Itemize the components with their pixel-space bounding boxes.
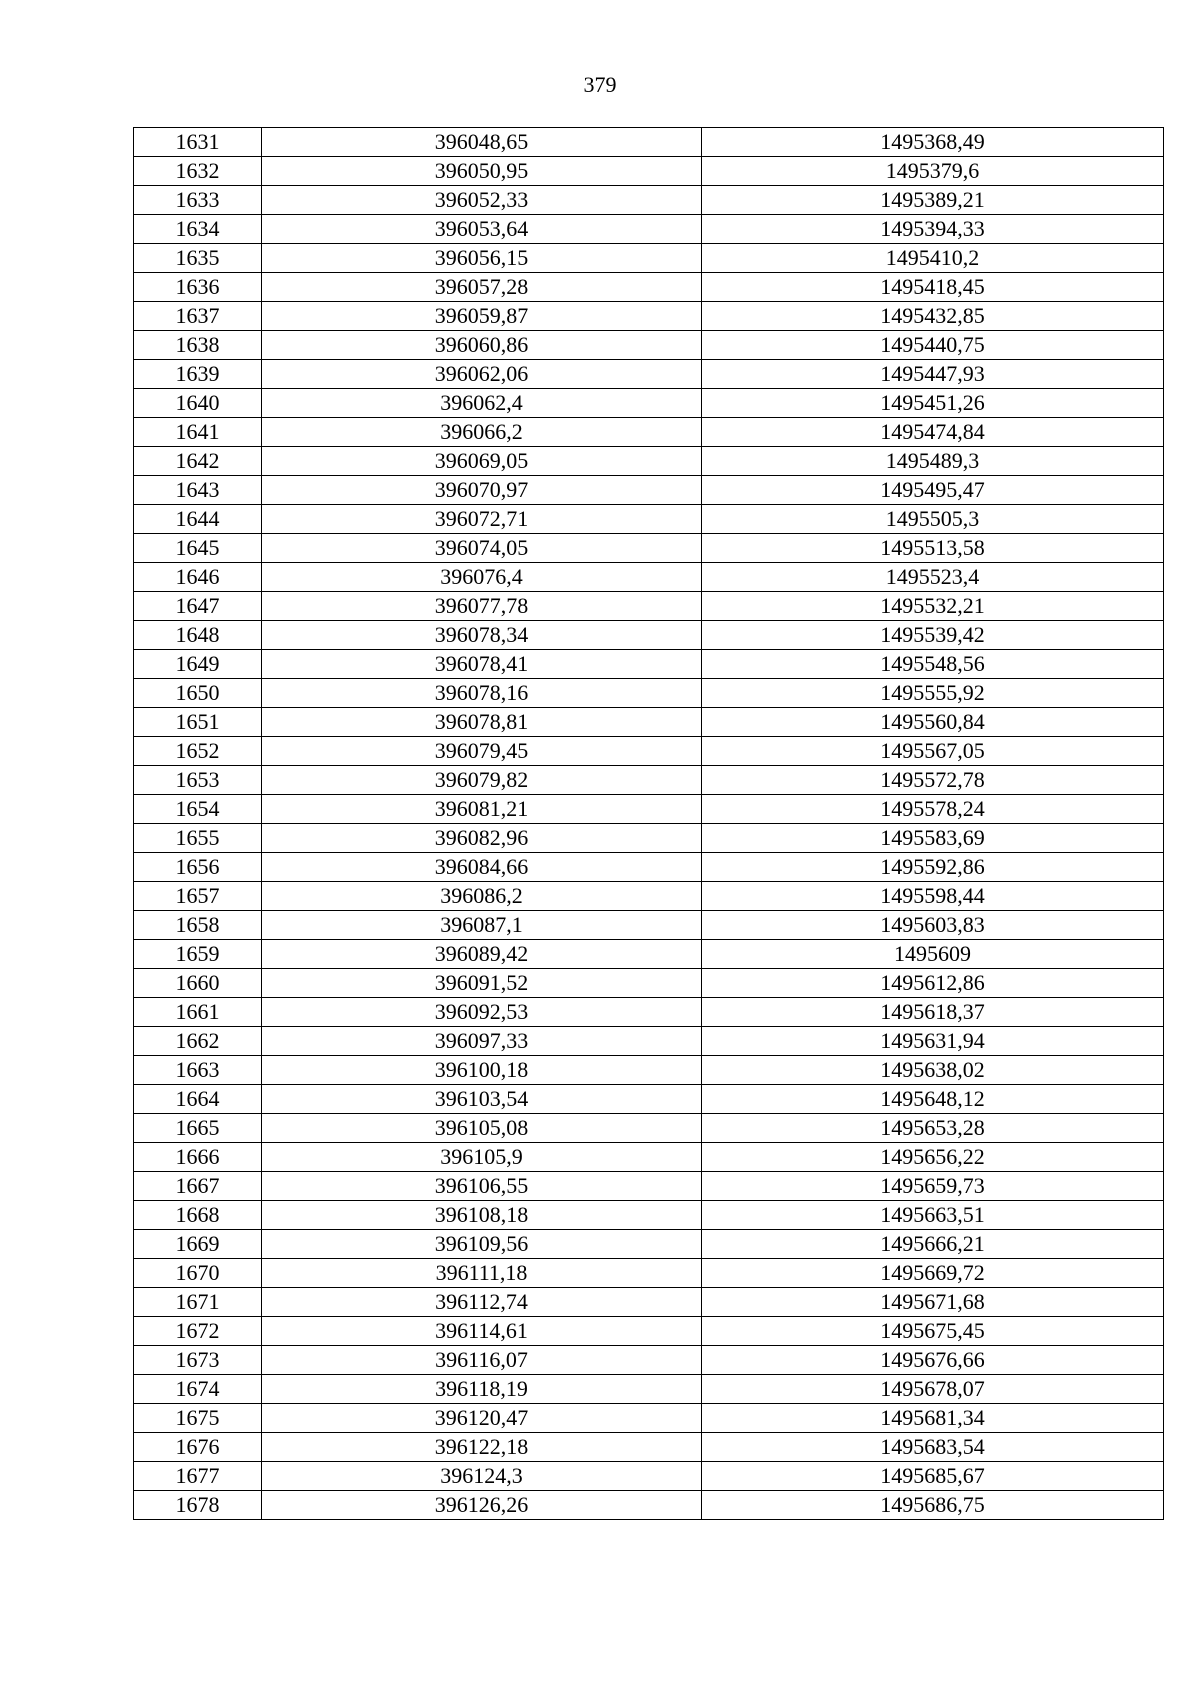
table-row (134, 679, 1164, 708)
y-coordinate-cell: 1495663,51 (702, 1201, 1164, 1230)
point-number-cell: 1645 (134, 534, 262, 563)
table-row (134, 1114, 1164, 1143)
table-row (134, 128, 1164, 157)
x-coordinate-cell: 396111,18 (262, 1259, 702, 1288)
y-coordinate-cell: 1495648,12 (702, 1085, 1164, 1114)
y-coordinate-cell: 1495686,75 (702, 1491, 1164, 1520)
point-number-cell: 1631 (134, 128, 262, 157)
point-number-cell: 1657 (134, 882, 262, 911)
point-number-cell: 1654 (134, 795, 262, 824)
table-row (134, 505, 1164, 534)
point-number-cell: 1650 (134, 679, 262, 708)
point-number-cell: 1670 (134, 1259, 262, 1288)
y-coordinate-cell: 1495410,2 (702, 244, 1164, 273)
x-coordinate-cell: 396118,19 (262, 1375, 702, 1404)
point-number-cell: 1638 (134, 331, 262, 360)
table-row (134, 389, 1164, 418)
x-coordinate-cell: 396078,34 (262, 621, 702, 650)
y-coordinate-cell: 1495669,72 (702, 1259, 1164, 1288)
x-coordinate-cell: 396108,18 (262, 1201, 702, 1230)
page-number: 379 (583, 72, 617, 97)
table-row (134, 476, 1164, 505)
x-coordinate-cell: 396114,61 (262, 1317, 702, 1346)
point-number-cell: 1669 (134, 1230, 262, 1259)
y-coordinate-cell: 1495653,28 (702, 1114, 1164, 1143)
table-row (134, 621, 1164, 650)
x-coordinate-cell: 396097,33 (262, 1027, 702, 1056)
point-number-cell: 1668 (134, 1201, 262, 1230)
y-coordinate-cell: 1495656,22 (702, 1143, 1164, 1172)
table-row (134, 157, 1164, 186)
point-number-cell: 1664 (134, 1085, 262, 1114)
coordinates-table (133, 127, 1164, 1520)
y-coordinate-cell: 1495659,73 (702, 1172, 1164, 1201)
point-number-cell: 1678 (134, 1491, 262, 1520)
point-number-cell: 1640 (134, 389, 262, 418)
x-coordinate-cell: 396057,28 (262, 273, 702, 302)
y-coordinate-cell: 1495612,86 (702, 969, 1164, 998)
y-coordinate-cell: 1495548,56 (702, 650, 1164, 679)
table-row (134, 1433, 1164, 1462)
point-number-cell: 1659 (134, 940, 262, 969)
x-coordinate-cell: 396116,07 (262, 1346, 702, 1375)
x-coordinate-cell: 396084,66 (262, 853, 702, 882)
x-coordinate-cell: 396086,2 (262, 882, 702, 911)
y-coordinate-cell: 1495394,33 (702, 215, 1164, 244)
point-number-cell: 1649 (134, 650, 262, 679)
y-coordinate-cell: 1495447,93 (702, 360, 1164, 389)
point-number-cell: 1644 (134, 505, 262, 534)
x-coordinate-cell: 396056,15 (262, 244, 702, 273)
y-coordinate-cell: 1495539,42 (702, 621, 1164, 650)
y-coordinate-cell: 1495675,45 (702, 1317, 1164, 1346)
point-number-cell: 1663 (134, 1056, 262, 1085)
y-coordinate-cell: 1495683,54 (702, 1433, 1164, 1462)
y-coordinate-cell: 1495609 (702, 940, 1164, 969)
y-coordinate-cell: 1495618,37 (702, 998, 1164, 1027)
y-coordinate-cell: 1495474,84 (702, 418, 1164, 447)
x-coordinate-cell: 396052,33 (262, 186, 702, 215)
y-coordinate-cell: 1495631,94 (702, 1027, 1164, 1056)
table-row (134, 853, 1164, 882)
point-number-cell: 1655 (134, 824, 262, 853)
point-number-cell: 1633 (134, 186, 262, 215)
table-row (134, 1288, 1164, 1317)
x-coordinate-cell: 396106,55 (262, 1172, 702, 1201)
y-coordinate-cell: 1495379,6 (702, 157, 1164, 186)
x-coordinate-cell: 396126,26 (262, 1491, 702, 1520)
table-row (134, 1491, 1164, 1520)
x-coordinate-cell: 396053,64 (262, 215, 702, 244)
table-row (134, 795, 1164, 824)
point-number-cell: 1637 (134, 302, 262, 331)
y-coordinate-cell: 1495489,3 (702, 447, 1164, 476)
y-coordinate-cell: 1495603,83 (702, 911, 1164, 940)
table-row (134, 1201, 1164, 1230)
y-coordinate-cell: 1495592,86 (702, 853, 1164, 882)
table-row (134, 1375, 1164, 1404)
y-coordinate-cell: 1495572,78 (702, 766, 1164, 795)
y-coordinate-cell: 1495440,75 (702, 331, 1164, 360)
point-number-cell: 1648 (134, 621, 262, 650)
point-number-cell: 1671 (134, 1288, 262, 1317)
point-number-cell: 1646 (134, 563, 262, 592)
table-row (134, 1230, 1164, 1259)
y-coordinate-cell: 1495495,47 (702, 476, 1164, 505)
table-row (134, 331, 1164, 360)
x-coordinate-cell: 396112,74 (262, 1288, 702, 1317)
table-body (134, 128, 1164, 1520)
point-number-cell: 1636 (134, 273, 262, 302)
y-coordinate-cell: 1495676,66 (702, 1346, 1164, 1375)
x-coordinate-cell: 396070,97 (262, 476, 702, 505)
point-number-cell: 1656 (134, 853, 262, 882)
x-coordinate-cell: 396078,81 (262, 708, 702, 737)
x-coordinate-cell: 396059,87 (262, 302, 702, 331)
x-coordinate-cell: 396091,52 (262, 969, 702, 998)
point-number-cell: 1652 (134, 737, 262, 766)
x-coordinate-cell: 396048,65 (262, 128, 702, 157)
point-number-cell: 1635 (134, 244, 262, 273)
y-coordinate-cell: 1495685,67 (702, 1462, 1164, 1491)
y-coordinate-cell: 1495555,92 (702, 679, 1164, 708)
table-row (134, 1317, 1164, 1346)
y-coordinate-cell: 1495432,85 (702, 302, 1164, 331)
y-coordinate-cell: 1495523,4 (702, 563, 1164, 592)
table-row (134, 302, 1164, 331)
point-number-cell: 1662 (134, 1027, 262, 1056)
table-row (134, 273, 1164, 302)
x-coordinate-cell: 396087,1 (262, 911, 702, 940)
y-coordinate-cell: 1495666,21 (702, 1230, 1164, 1259)
y-coordinate-cell: 1495513,58 (702, 534, 1164, 563)
x-coordinate-cell: 396062,4 (262, 389, 702, 418)
table-row (134, 360, 1164, 389)
table-row (134, 1259, 1164, 1288)
y-coordinate-cell: 1495418,45 (702, 273, 1164, 302)
point-number-cell: 1653 (134, 766, 262, 795)
point-number-cell: 1660 (134, 969, 262, 998)
point-number-cell: 1639 (134, 360, 262, 389)
x-coordinate-cell: 396081,21 (262, 795, 702, 824)
point-number-cell: 1641 (134, 418, 262, 447)
point-number-cell: 1658 (134, 911, 262, 940)
table-row (134, 244, 1164, 273)
x-coordinate-cell: 396078,16 (262, 679, 702, 708)
table-row (134, 737, 1164, 766)
table-row (134, 1085, 1164, 1114)
point-number-cell: 1677 (134, 1462, 262, 1491)
y-coordinate-cell: 1495451,26 (702, 389, 1164, 418)
x-coordinate-cell: 396109,56 (262, 1230, 702, 1259)
table-row (134, 418, 1164, 447)
point-number-cell: 1661 (134, 998, 262, 1027)
x-coordinate-cell: 396077,78 (262, 592, 702, 621)
table-row (134, 1172, 1164, 1201)
y-coordinate-cell: 1495681,34 (702, 1404, 1164, 1433)
table-row (134, 766, 1164, 795)
x-coordinate-cell: 396072,71 (262, 505, 702, 534)
x-coordinate-cell: 396103,54 (262, 1085, 702, 1114)
point-number-cell: 1676 (134, 1433, 262, 1462)
y-coordinate-cell: 1495560,84 (702, 708, 1164, 737)
x-coordinate-cell: 396105,08 (262, 1114, 702, 1143)
table-row (134, 1143, 1164, 1172)
table-row (134, 1056, 1164, 1085)
table-row (134, 1404, 1164, 1433)
point-number-cell: 1675 (134, 1404, 262, 1433)
x-coordinate-cell: 396079,45 (262, 737, 702, 766)
x-coordinate-cell: 396062,06 (262, 360, 702, 389)
point-number-cell: 1642 (134, 447, 262, 476)
point-number-cell: 1666 (134, 1143, 262, 1172)
x-coordinate-cell: 396120,47 (262, 1404, 702, 1433)
y-coordinate-cell: 1495583,69 (702, 824, 1164, 853)
table-row (134, 534, 1164, 563)
x-coordinate-cell: 396124,3 (262, 1462, 702, 1491)
point-number-cell: 1674 (134, 1375, 262, 1404)
point-number-cell: 1647 (134, 592, 262, 621)
table-row (134, 824, 1164, 853)
y-coordinate-cell: 1495578,24 (702, 795, 1164, 824)
point-number-cell: 1665 (134, 1114, 262, 1143)
y-coordinate-cell: 1495598,44 (702, 882, 1164, 911)
table-row (134, 563, 1164, 592)
table-row (134, 998, 1164, 1027)
point-number-cell: 1632 (134, 157, 262, 186)
point-number-cell: 1672 (134, 1317, 262, 1346)
y-coordinate-cell: 1495389,21 (702, 186, 1164, 215)
x-coordinate-cell: 396122,18 (262, 1433, 702, 1462)
table-row (134, 447, 1164, 476)
x-coordinate-cell: 396078,41 (262, 650, 702, 679)
table-row (134, 911, 1164, 940)
point-number-cell: 1643 (134, 476, 262, 505)
point-number-cell: 1651 (134, 708, 262, 737)
y-coordinate-cell: 1495368,49 (702, 128, 1164, 157)
table-row (134, 708, 1164, 737)
x-coordinate-cell: 396069,05 (262, 447, 702, 476)
y-coordinate-cell: 1495567,05 (702, 737, 1164, 766)
x-coordinate-cell: 396092,53 (262, 998, 702, 1027)
y-coordinate-cell: 1495532,21 (702, 592, 1164, 621)
table-row (134, 969, 1164, 998)
table-row (134, 215, 1164, 244)
table-row (134, 186, 1164, 215)
x-coordinate-cell: 396076,4 (262, 563, 702, 592)
y-coordinate-cell: 1495678,07 (702, 1375, 1164, 1404)
x-coordinate-cell: 396089,42 (262, 940, 702, 969)
x-coordinate-cell: 396060,86 (262, 331, 702, 360)
y-coordinate-cell: 1495671,68 (702, 1288, 1164, 1317)
x-coordinate-cell: 396074,05 (262, 534, 702, 563)
point-number-cell: 1634 (134, 215, 262, 244)
table-row (134, 592, 1164, 621)
table-row (134, 1462, 1164, 1491)
table-row (134, 650, 1164, 679)
y-coordinate-cell: 1495505,3 (702, 505, 1164, 534)
x-coordinate-cell: 396066,2 (262, 418, 702, 447)
table-row (134, 882, 1164, 911)
table-row (134, 1346, 1164, 1375)
table-row (134, 940, 1164, 969)
point-number-cell: 1673 (134, 1346, 262, 1375)
x-coordinate-cell: 396100,18 (262, 1056, 702, 1085)
y-coordinate-cell: 1495638,02 (702, 1056, 1164, 1085)
x-coordinate-cell: 396105,9 (262, 1143, 702, 1172)
x-coordinate-cell: 396079,82 (262, 766, 702, 795)
point-number-cell: 1667 (134, 1172, 262, 1201)
x-coordinate-cell: 396050,95 (262, 157, 702, 186)
x-coordinate-cell: 396082,96 (262, 824, 702, 853)
table-row (134, 1027, 1164, 1056)
